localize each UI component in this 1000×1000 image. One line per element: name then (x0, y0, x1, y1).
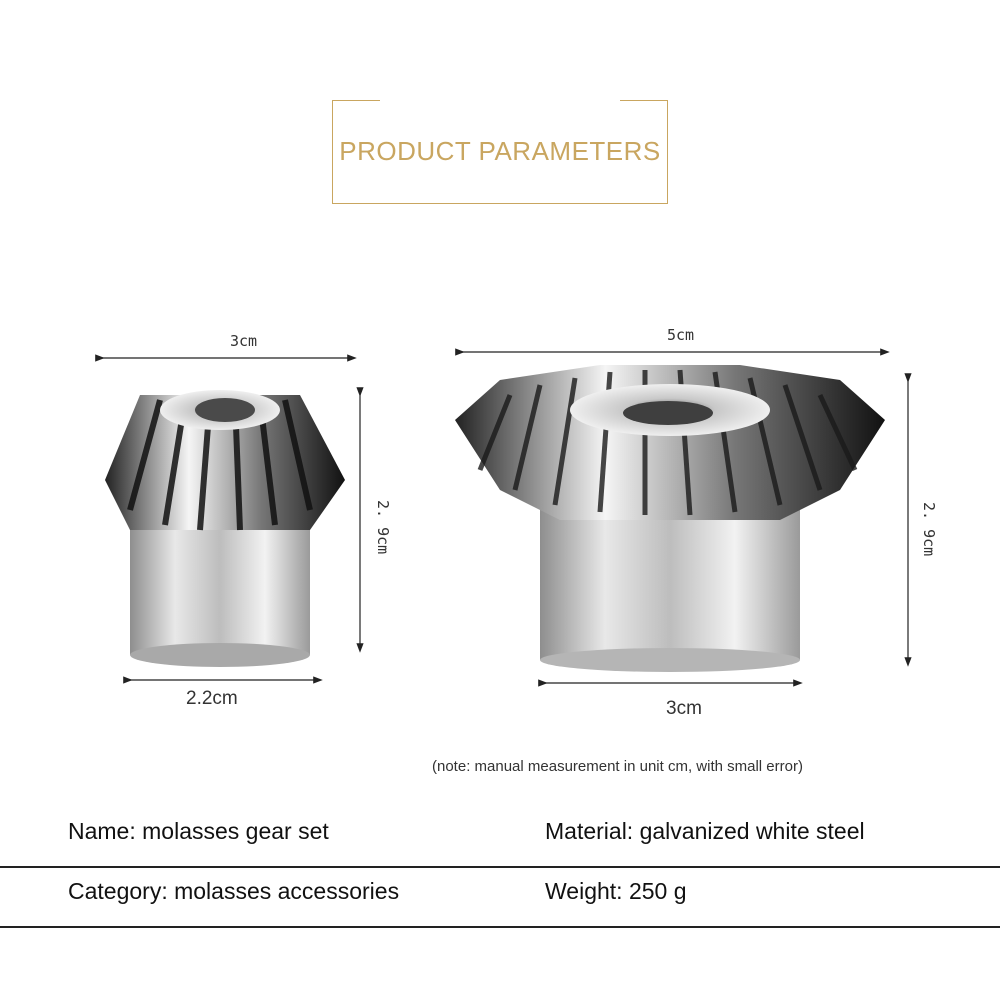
spec-material: Material: galvanized white steel (545, 818, 865, 844)
small-gear-height: 2. 9cm (374, 500, 392, 555)
spec-divider-bottom (0, 926, 1000, 928)
spec-name: Name: molasses gear set (68, 818, 329, 844)
large-gear-height: 2. 9cm (920, 502, 938, 557)
large-gear (455, 365, 885, 672)
small-gear-top-width: 3cm (230, 332, 258, 350)
small-gear (105, 390, 345, 667)
spec-divider-top (0, 866, 1000, 868)
spec-weight: Weight: 250 g (545, 878, 687, 904)
large-gear-top-width: 5cm (667, 326, 695, 344)
small-gear-base-width: 2.2cm (186, 688, 238, 709)
spec-category: Category: molasses accessories (68, 878, 400, 904)
measurement-note: (note: manual measurement in unit cm, with small error) (432, 758, 803, 775)
large-gear-base-width: 3cm (666, 698, 702, 719)
page-title: PRODUCT PARAMETERS (339, 136, 661, 166)
